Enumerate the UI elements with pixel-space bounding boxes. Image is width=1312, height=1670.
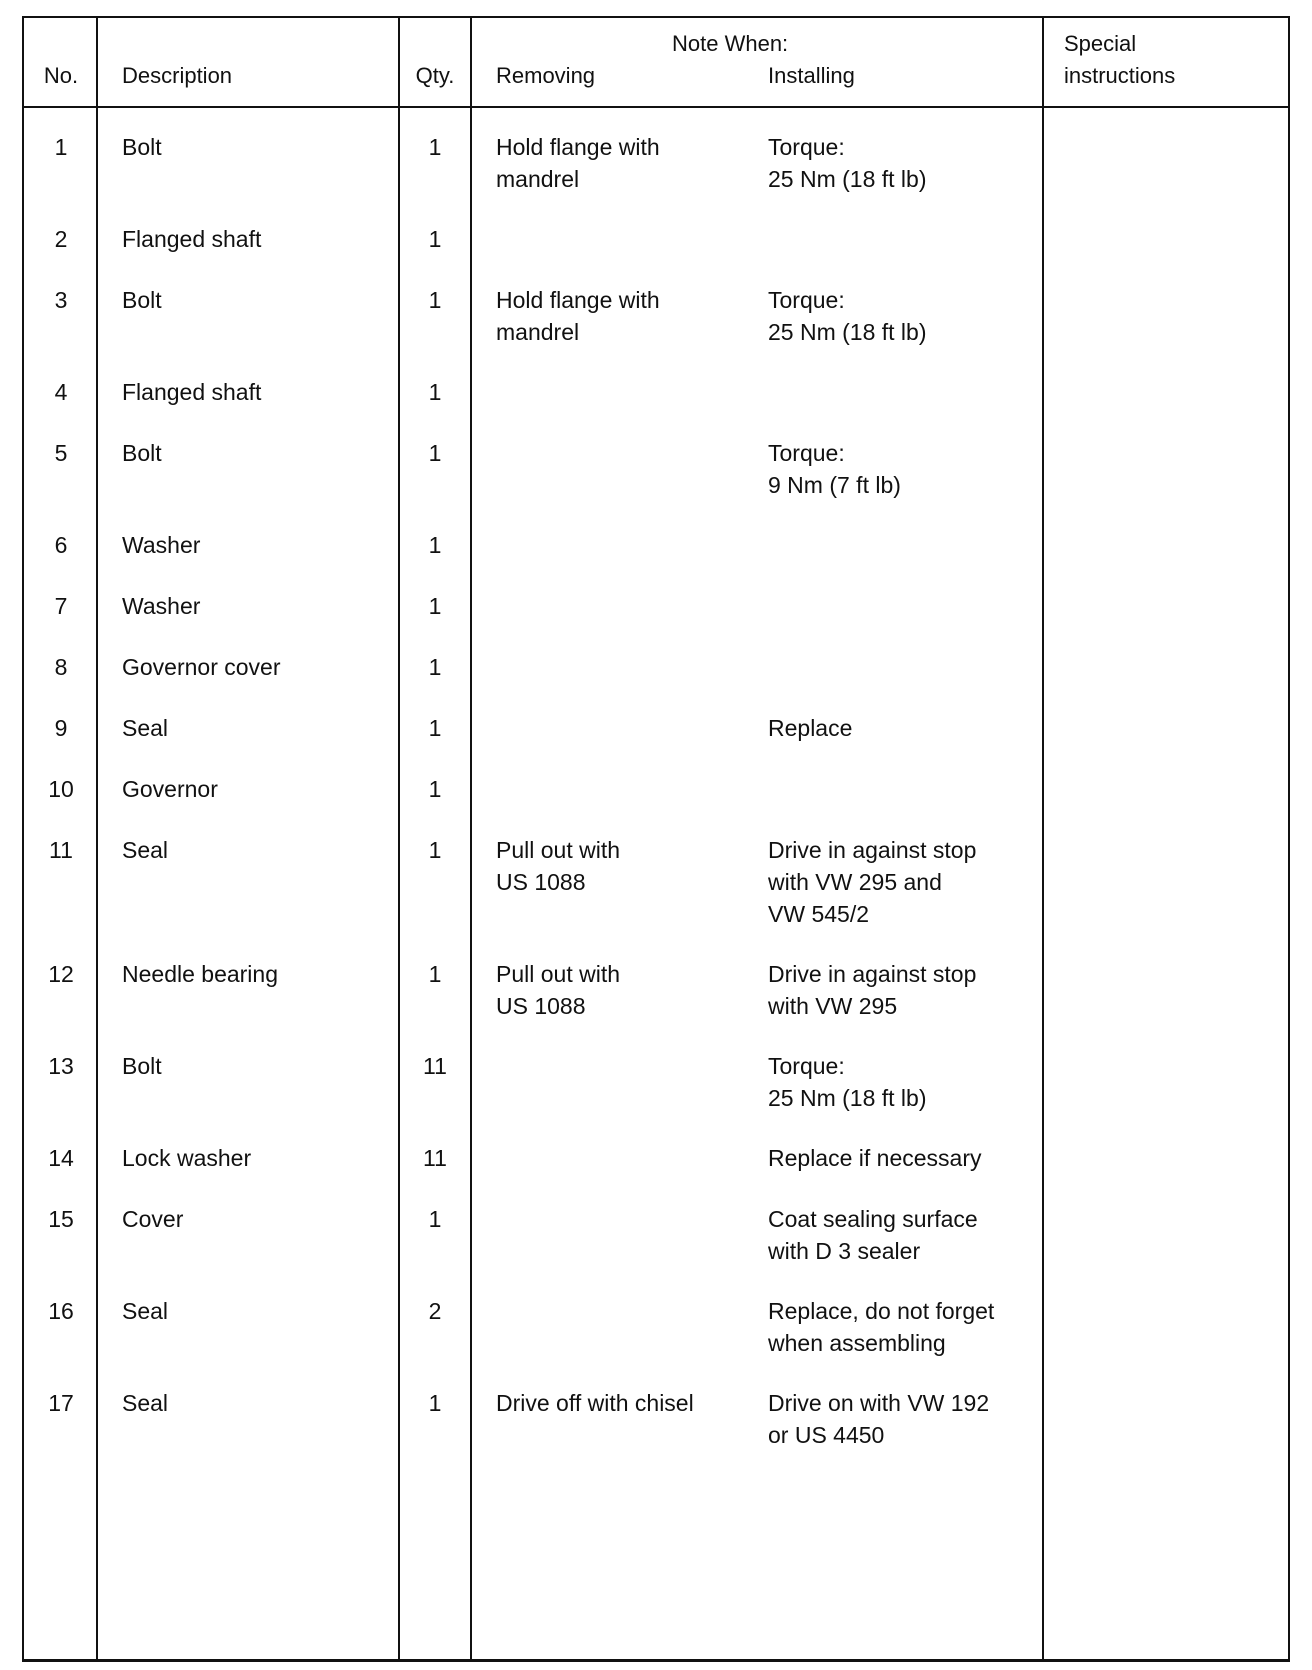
cell-description: Seal (122, 1298, 169, 1324)
cell-qty: 1 (428, 440, 442, 466)
cell-no: 3 (54, 287, 68, 313)
cell-installing: Replace if necessary (768, 1145, 982, 1171)
cell-qty: 1 (428, 134, 442, 160)
header-installing: Installing (768, 63, 855, 88)
column-rule-note (1042, 18, 1044, 1659)
header-note-when: Note When: (672, 31, 789, 56)
cell-description: Needle bearing (122, 961, 279, 987)
cell-description: Washer (122, 532, 201, 558)
cell-qty: 1 (428, 1206, 442, 1232)
cell-no: 16 (48, 1298, 74, 1324)
parts-table (22, 16, 1290, 1662)
cell-installing: Drive in against stop with VW 295 (768, 961, 977, 1019)
cell-no: 13 (48, 1053, 74, 1079)
cell-qty: 1 (428, 226, 442, 252)
cell-description: Bolt (122, 287, 162, 313)
cell-no: 15 (48, 1206, 74, 1232)
column-rule-no (96, 18, 98, 1659)
cell-qty: 2 (428, 1298, 442, 1324)
cell-installing: Replace (768, 715, 853, 741)
cell-qty: 1 (428, 1390, 442, 1416)
cell-no: 12 (48, 961, 74, 987)
cell-qty: 1 (428, 837, 442, 863)
cell-removing: Drive off with chisel (496, 1390, 694, 1416)
cell-description: Governor (122, 776, 218, 802)
cell-description: Bolt (122, 1053, 162, 1079)
cell-qty: 1 (428, 287, 442, 313)
header-no: No. (43, 63, 79, 88)
cell-description: Seal (122, 715, 169, 741)
cell-installing: Torque: 9 Nm (7 ft lb) (768, 440, 901, 498)
cell-installing: Torque: 25 Nm (18 ft lb) (768, 287, 927, 345)
cell-installing: Replace, do not forget when assembling (768, 1298, 995, 1356)
cell-installing: Drive on with VW 192 or US 4450 (768, 1390, 990, 1448)
header-qty: Qty. (415, 63, 455, 88)
cell-installing: Torque: 25 Nm (18 ft lb) (768, 1053, 927, 1111)
cell-description: Cover (122, 1206, 184, 1232)
cell-description: Flanged shaft (122, 226, 262, 252)
cell-qty: 1 (428, 961, 442, 987)
cell-removing: Hold flange with mandrel (496, 134, 660, 192)
cell-installing: Drive in against stop with VW 295 and VW 545/2 (768, 837, 977, 927)
cell-no: 8 (54, 654, 68, 680)
cell-no: 14 (48, 1145, 74, 1171)
cell-qty: 11 (423, 1053, 447, 1079)
cell-removing: Pull out with US 1088 (496, 961, 621, 1019)
cell-removing: Pull out with US 1088 (496, 837, 621, 895)
cell-qty: 1 (428, 715, 442, 741)
cell-qty: 1 (428, 776, 442, 802)
cell-description: Lock washer (122, 1145, 252, 1171)
header-special-instructions: Special instructions (1064, 31, 1176, 88)
cell-description: Bolt (122, 440, 162, 466)
cell-no: 11 (49, 837, 73, 863)
cell-no: 5 (54, 440, 68, 466)
cell-qty: 1 (428, 532, 442, 558)
header-removing: Removing (496, 63, 596, 88)
cell-installing: Torque: 25 Nm (18 ft lb) (768, 134, 927, 192)
column-rule-qty (470, 18, 472, 1659)
cell-no: 6 (54, 532, 68, 558)
cell-qty: 1 (428, 593, 442, 619)
cell-qty: 1 (428, 654, 442, 680)
cell-no: 2 (54, 226, 68, 252)
cell-description: Washer (122, 593, 201, 619)
cell-no: 7 (54, 593, 68, 619)
header-rule (24, 106, 1288, 108)
cell-installing: Coat sealing surface with D 3 sealer (768, 1206, 978, 1264)
cell-qty: 1 (428, 379, 442, 405)
cell-description: Flanged shaft (122, 379, 262, 405)
cell-removing: Hold flange with mandrel (496, 287, 660, 345)
cell-no: 10 (48, 776, 74, 802)
cell-no: 4 (54, 379, 68, 405)
cell-no: 1 (54, 134, 68, 160)
cell-description: Seal (122, 1390, 169, 1416)
cell-description: Governor cover (122, 654, 281, 680)
cell-description: Bolt (122, 134, 162, 160)
header-description: Description (122, 63, 233, 88)
cell-no: 9 (54, 715, 68, 741)
cell-description: Seal (122, 837, 169, 863)
cell-no: 17 (48, 1390, 74, 1416)
cell-qty: 11 (423, 1145, 447, 1171)
